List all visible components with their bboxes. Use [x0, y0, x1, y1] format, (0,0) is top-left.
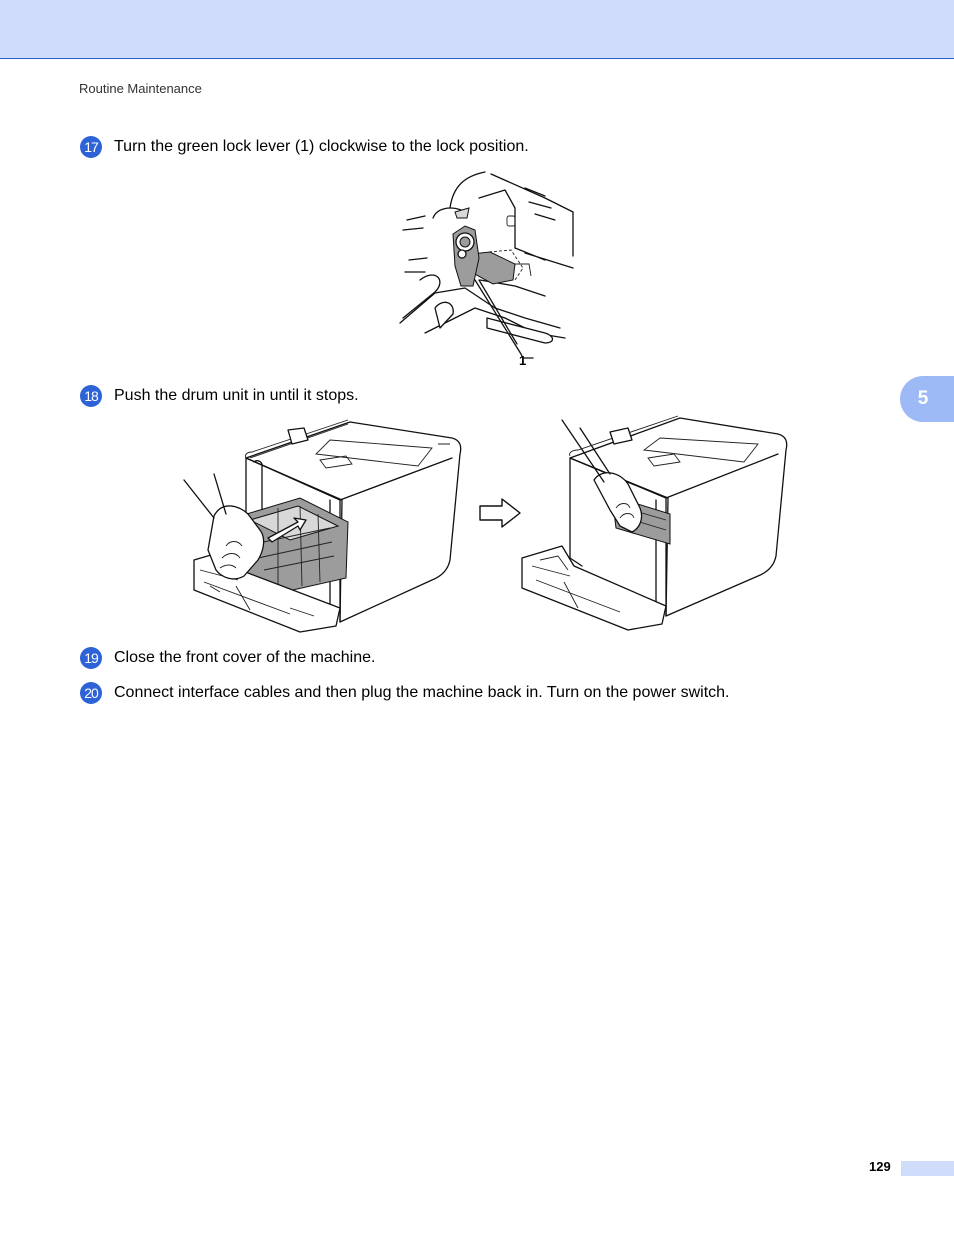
header-band — [0, 0, 954, 59]
chapter-tab: 5 — [900, 376, 954, 422]
step-text: Turn the green lock lever (1) clockwise to the lock position. — [114, 138, 529, 155]
step-text: Connect interface cables and then plug the machine back in. Turn on the power switch. — [114, 684, 730, 701]
footer-bar — [901, 1161, 954, 1176]
callout-label: 1 — [519, 353, 527, 368]
lock-lever-illustration — [395, 168, 585, 373]
step-text: Push the drum unit in until it stops. — [114, 387, 359, 404]
step-number-badge: 18 — [80, 385, 102, 407]
push-drum-illustration — [180, 410, 470, 638]
running-head: Routine Maintenance — [79, 81, 202, 96]
drum-installed-illustration — [510, 410, 795, 638]
step-number-badge: 20 — [80, 682, 102, 704]
step-number-badge: 19 — [80, 647, 102, 669]
page-number: 129 — [869, 1159, 891, 1174]
step-text: Close the front cover of the machine. — [114, 649, 376, 666]
step-number-badge: 17 — [80, 136, 102, 158]
